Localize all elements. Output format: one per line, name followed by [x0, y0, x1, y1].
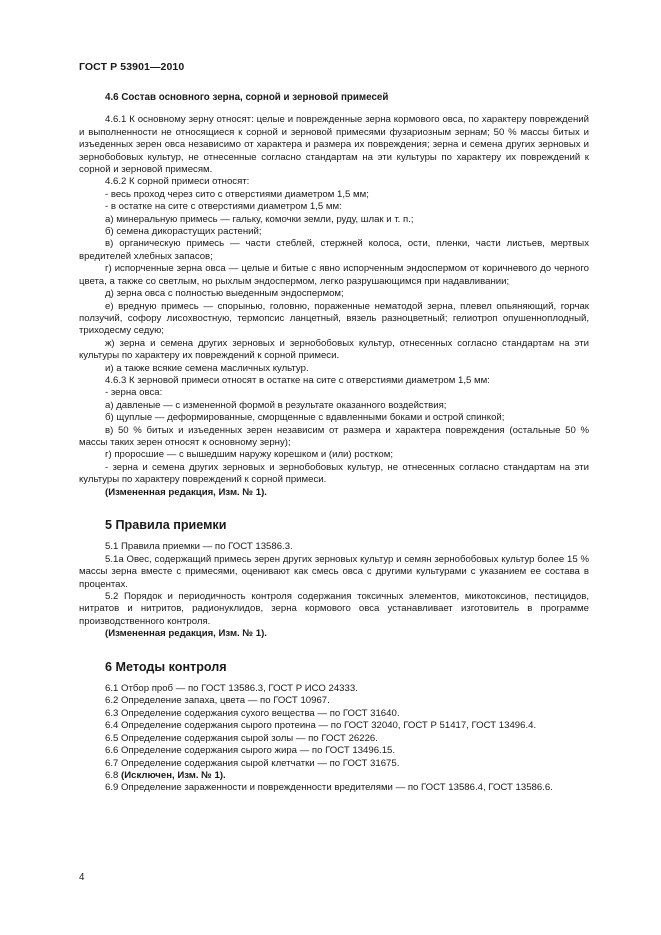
section-6-body — [79, 683, 589, 795]
paragraph: и) а также всякие семена масличных культур. — [105, 362, 309, 374]
section-5-body — [79, 541, 589, 640]
paragraph: е) вредную примесь — спорынью, головню, пораженные нематодой зерна, плевел опьяняющий, горчак ползучий, софору лисохвостную, термопсис ланцетный, вязель разноцветный; гелиотроп опушеннoплодный, триходесму седую; — [79, 300, 589, 337]
paragraph: г) проросшие — с вышедшим наружу корешком и (или) ростком; — [105, 449, 394, 461]
paragraph: 6.3 Определение содержания сухого вещества — по ГОСТ 31640. — [105, 707, 400, 719]
paragraph: - зерна и семена других зерновых и зернобобовых культур, не отнесенных согласно стандартам на эти культуры по характеру повреждений к сорной примеси. — [79, 461, 589, 486]
paragraph: 6.7 Определение содержания сырой клетчатки — по ГОСТ 31675. — [105, 757, 400, 769]
paragraph: 4.6.2 К сорной примеси относят: — [105, 176, 250, 188]
paragraph: в) 50 % битых и изъеденных зерен независим от размера и характера повреждения (остальные 50 % массы таких зерен относят к основному зерну); — [79, 424, 589, 448]
page-number: 4 — [79, 872, 85, 883]
section-4-6-body — [79, 114, 589, 499]
paragraph: ж) зерна и семена других зерновых и зернобобовых культур, отнесенных согласно стандартам на эти культуры по характеру их повреждений к сорной примеси. — [79, 337, 589, 362]
paragraph: 6.9 Определение зараженности и поврежденности вредителями — по ГОСТ 13586.4, ГОСТ 13586.6. — [105, 782, 553, 794]
paragraph: 6.6 Определение содержания сырого жира — по ГОСТ 13496.15. — [105, 745, 396, 757]
paragraph-6-8 — [79, 770, 589, 782]
paragraph: г) испорченные зерна овса — целые и битые с явно испорченным эндоспермом от коричневого до черного цвета, а также со светлым, но рыхлым эндоспермом, легко разрушающимся при надавливании; — [79, 263, 589, 287]
paragraph: 4.6.3 К зерновой примеси относят в остатке на сите с отверстиями диаметром 1,5 мм: — [105, 374, 490, 386]
paragraph: 6.1 Отбор проб — по ГОСТ 13586.3, ГОСТ Р ИСО 24333. — [105, 683, 358, 695]
paragraph: 5.1 Правила приемки — по ГОСТ 13586.3. — [105, 541, 293, 553]
paragraph: 5.2 Порядок и периодичность контроля содержания токсичных элементов, микотоксинов, пестицидов, нитратов и нитритов, радионуклидов, зерна кормового овса устанавливает изготовитель в программе производственного контроля. — [79, 591, 589, 627]
item-number: 6.8 — [105, 769, 119, 781]
paragraph: 5.1а Овес, содержащий примесь зерен других зерновых культур и семян зернобобовых культур более 15 % массы зерна вместе с примесями, оценивают как смесь овса с другими культурами с указанием ее состава в процентах. — [79, 553, 589, 590]
excluded-note: (Исключен, Изм. № 1). — [121, 769, 226, 781]
section-4-6-heading: 4.6 Состав основного зерна, сорной и зерновой примесей — [105, 92, 389, 103]
paragraph: а) давленые — с измененной формой в результате оказанного воздействия; — [105, 399, 447, 411]
paragraph: д) зерна овса с полностью выеденным эндоспермом; — [105, 288, 344, 300]
paragraph: - в остатке на сите с отверстиями диаметром 1,5 мм: — [105, 201, 342, 213]
paragraph: 6.4 Определение содержания сырого протеина — по ГОСТ 32040, ГОСТ Р 51417, ГОСТ 13496.4. — [105, 720, 537, 732]
amendment-note: (Измененная редакция, Изм. № 1). — [105, 628, 267, 640]
paragraph: 6.2 Определение запаха, цвета — по ГОСТ 10967. — [105, 695, 330, 707]
document-body — [79, 92, 589, 795]
paragraph: в) органическую примесь — части стеблей, стержней колоса, ости, пленки, части листьев, мертвых вредителей хлебных запасов; — [79, 238, 589, 262]
paragraph: б) семена дикорастущих растений; — [105, 226, 262, 238]
paragraph: 4.6.1 К основному зерну относят: целые и поврежденные зерна кормового овса, по характеру повреждений и выполненности не относящиеся к сорной и зерновой примесями фузариозным зернам; 50 % массы битых и изъеденных зерен овса независимо от характера и размера их повреждения; зерна и семена других зерновых и зернобобовых культур, не отнесенные согласно стандартам на эти культуры по характеру их повреждений к сорной и зерновой примесям. — [79, 114, 589, 176]
amendment-note: (Измененная редакция, Изм. № 1). — [105, 486, 267, 498]
document-code: ГОСТ Р 53901—2010 — [79, 61, 185, 73]
paragraph: б) щуплые — деформированные, сморщенные с вдавленными боками и острой спинкой; — [105, 412, 505, 424]
paragraph: а) минеральную примесь — гальку, комочки земли, руду, шлак и т. п.; — [105, 213, 414, 225]
section-5-heading: 5 Правила приемки — [105, 518, 227, 532]
paragraph: 6.5 Определение содержания сырой золы — по ГОСТ 26226. — [105, 732, 378, 744]
section-6-heading: 6 Методы контроля — [105, 659, 227, 674]
paragraph: - зерна овса: — [105, 387, 163, 399]
paragraph: - весь проход через сито с отверстиями диаметром 1,5 мм; — [105, 188, 369, 200]
